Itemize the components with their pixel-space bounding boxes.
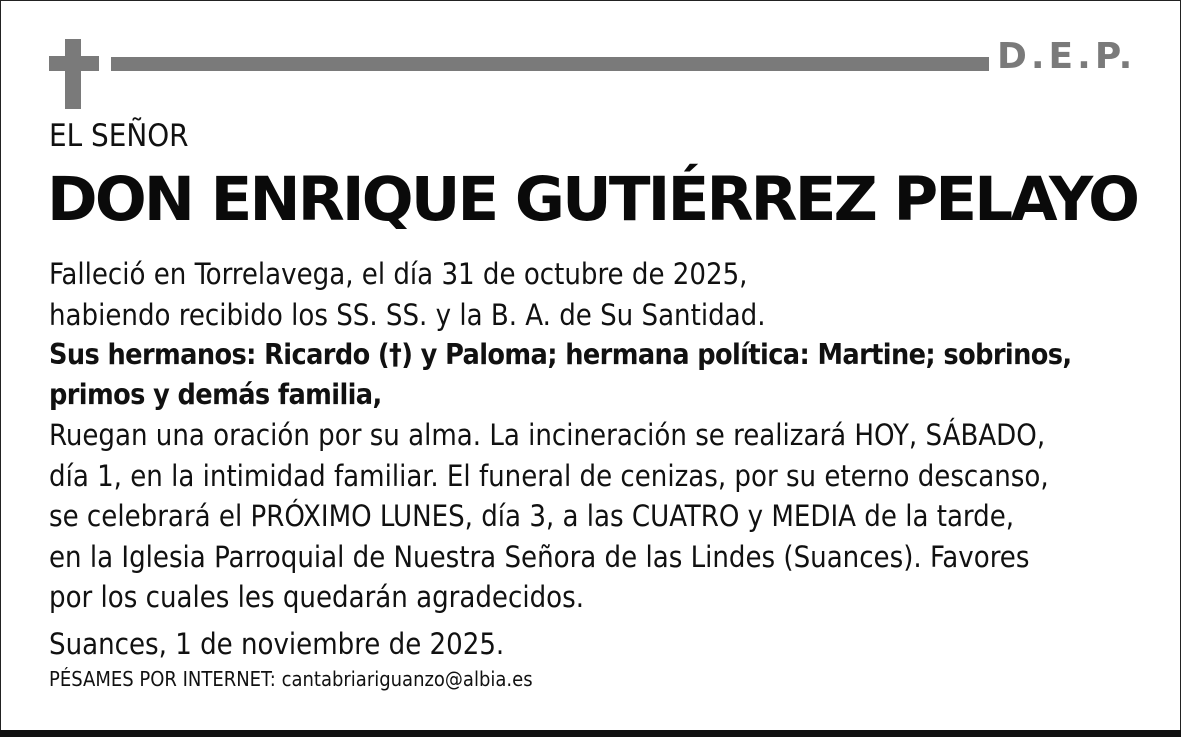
family-line: Sus hermanos: Ricardo (†) y Paloma; hermana política: Martine; sobrinos,	[49, 338, 1072, 371]
cross-icon	[65, 39, 81, 109]
cross-icon-bar	[49, 56, 99, 71]
death-line: Falleció en Torrelavega, el día 31 de octubre de 2025,	[49, 257, 748, 291]
deceased-name: DON ENRIQUE GUTIÉRREZ PELAYO	[47, 164, 1138, 235]
family-paragraph	[49, 335, 1159, 415]
place-date: Suances, 1 de noviembre de 2025.	[49, 626, 505, 661]
death-line: habiendo recibido los SS. SS. y la B. A. de Su Santidad.	[49, 297, 766, 332]
obituary-body	[49, 254, 1159, 692]
service-line: en la Iglesia Parroquial de Nuestra Señora de las Lindes (Suances). Favores	[49, 539, 1030, 574]
bottom-rule	[0, 730, 1181, 737]
header-rule	[111, 57, 989, 71]
service-line: día 1, en la intimidad familiar. El funeral de cenizas, por su eterno descanso,	[49, 458, 1049, 493]
condolences-line: PÉSAMES POR INTERNET: cantabriariguanzo@albia.es	[49, 667, 533, 691]
service-line: Ruegan una oración por su alma. La incineración se realizará HOY, SÁBADO,	[49, 418, 1046, 452]
service-line: por los cuales les quedarán agradecidos.	[49, 580, 584, 614]
dep-label: D.E.P.	[997, 36, 1137, 77]
family-line: primos y demás familia,	[49, 378, 382, 411]
service-line: se celebrará el PRÓXIMO LUNES, día 3, a las CUATRO y MEDIA de la tarde,	[49, 499, 1015, 533]
pre-title: EL SEÑOR	[49, 118, 189, 154]
